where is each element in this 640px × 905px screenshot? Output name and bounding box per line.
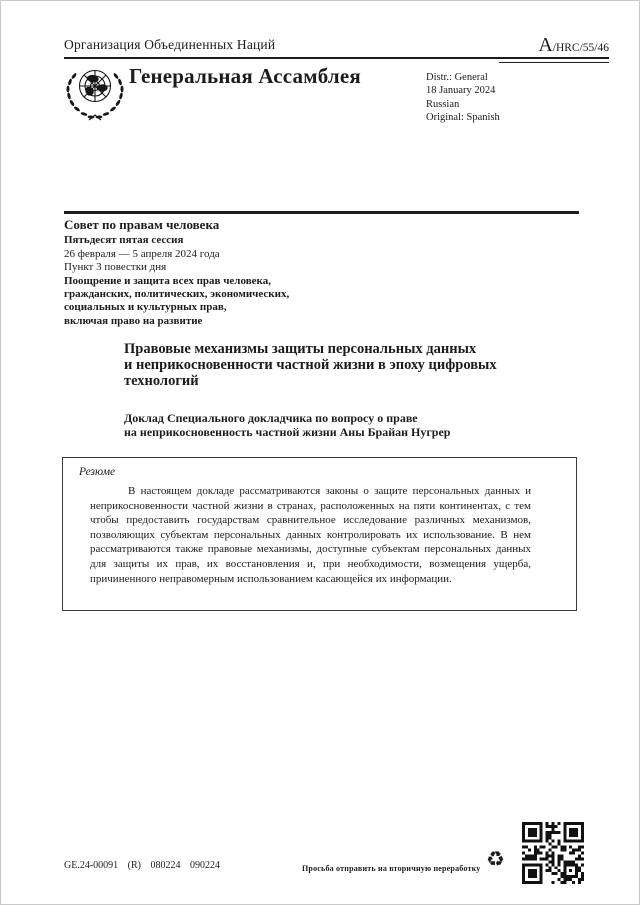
report-title-line: технологий (124, 373, 199, 389)
document-symbol (1, 35, 609, 56)
council-name: Совет по правам человека (64, 217, 220, 232)
agenda-item: Пункт 3 повестки дня (64, 261, 167, 274)
report-title-line: и неприкосновенности частной жизни в эпоху цифровых (124, 357, 497, 373)
report-subtitle (124, 411, 584, 439)
session-info (64, 218, 289, 328)
report-subtitle-line: Доклад Специального докладчика по вопросу о праве (124, 411, 418, 425)
distr-line: Original: Spanish (426, 112, 500, 124)
agenda-title-line: Поощрение и защита всех прав человека, (64, 274, 271, 287)
agenda-title-line: включая право на развитие (64, 314, 203, 327)
distr-line: 18 January 2024 (426, 85, 496, 97)
summary-body: В настоящем докладе рассматриваются законы о защите персональных данных и неприкосновенности частной жизни в странах, расположенных на пяти континентах, с тем чтобы предоставить государствам сравнительное исследование различных механизмов, позволяющих субъектам персональных данных контролировать их использование. В нем рассматриваются также правовые механизмы, доступные субъектам персональных данных для защиты их прав, их восстановления и, при необходимости, возмещения ущерба, причиненного неправомерным использованием касающейся их информации. (90, 485, 531, 585)
section-divider-rule (64, 211, 579, 214)
distr-line: Russian (426, 98, 460, 110)
agenda-title-line: гражданских, политических, экономических, (64, 288, 290, 301)
recycle-icon: ♻ (486, 847, 505, 871)
report-title-line: Правовые механизмы защиты персональных данных (124, 341, 477, 357)
header-rule (64, 57, 609, 59)
session-name: Пятьдесят пятая сессия (64, 234, 184, 247)
document-symbol-underline (499, 62, 609, 63)
summary-box (62, 457, 577, 611)
qr-code-graphic (522, 822, 584, 884)
recycle-note: Просьба отправить на вторичную переработку (302, 864, 481, 873)
agenda-title-line: социальных и культурных прав, (64, 301, 227, 314)
summary-heading: Резюме (79, 466, 116, 478)
distr-line: Distr.: General (426, 72, 488, 83)
assembly-title: Генеральная Ассамблея (129, 64, 361, 88)
org-name: Организация Объединенных Наций (64, 37, 276, 52)
document-symbol-prefix: A (538, 34, 553, 56)
document-symbol-suffix: /HRC/55/46 (552, 42, 609, 54)
qr-code (522, 822, 584, 884)
distribution-block (426, 71, 500, 125)
session-dates: 26 февраля — 5 апреля 2024 года (64, 247, 220, 260)
report-subtitle-line: на неприкосновенность частной жизни Аны Брайан Нугрер (124, 425, 451, 439)
un-emblem-icon (63, 63, 127, 121)
ge-number: GE.24-00091 (R) 080224 090224 (64, 860, 220, 871)
report-title (124, 341, 584, 389)
